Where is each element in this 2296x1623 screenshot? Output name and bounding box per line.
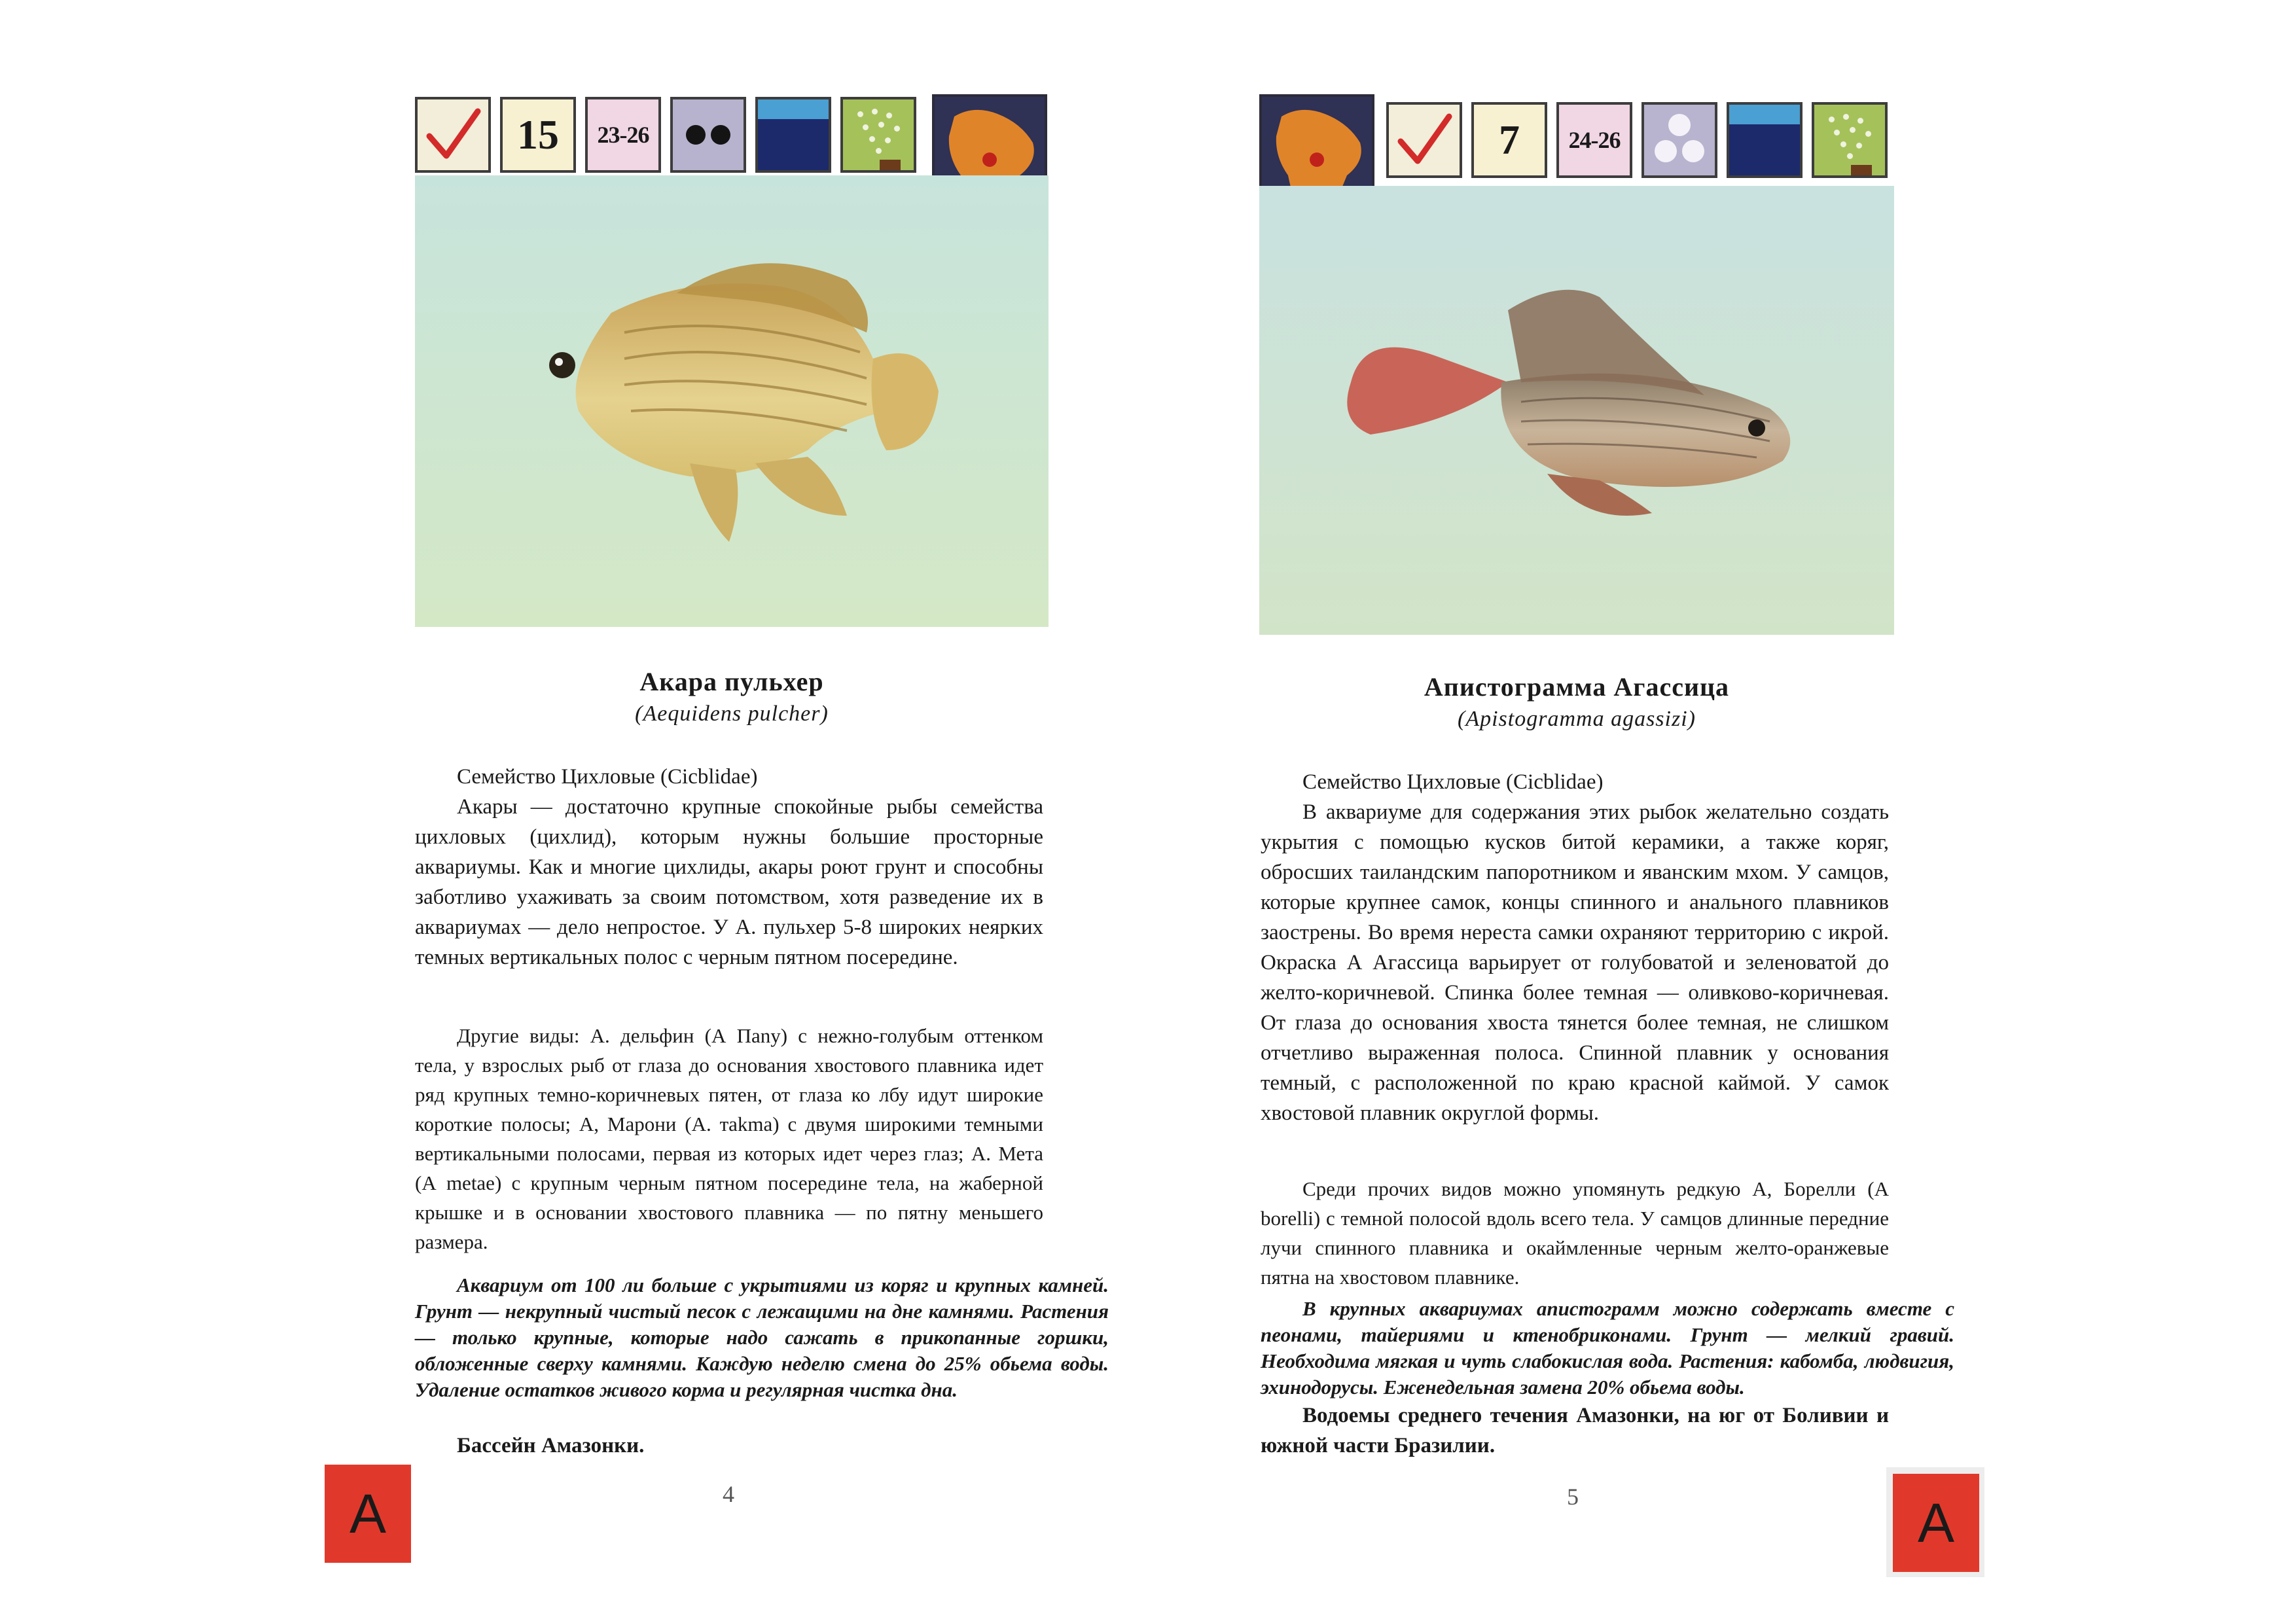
description-paragraph: Акары — достаточно крупные спокойные рыбы семейства цихловых (цихлид), которым нужны большие просторные аквариумы. Как и многие цихлиды, акары роют грунт и способны заботливо ухаживать за своим потомством, хотя разведение их в аквариумах — дело непростое. У А. пульхер 5-8 широких неярких темных вертикальных полос с черным пятном посередине. bbox=[415, 795, 1043, 969]
family-line: Семейство Цихловые (Cicblidae) bbox=[457, 765, 758, 789]
left-icon-strip bbox=[415, 97, 916, 173]
description-paragraph: В аквариуме для содержания этих рыбок желательно создать укрытия с помощью кусков битой керамики, а также коряг, обросших таиландским папоротником и яванским мхом. У самцов, которые крупнее самок, концы спинного и анального плавников заострены. Во время нереста самки охраняют территорию с икрой. Окраска А Агассица варьирует от голубоватой и зеленоватой до желто-коричневой. Спинка более темная — оливково-коричневая. От глаза до основания хвоста тянется более темная, не слишком отчетливо выраженная полоса. Спинной плавник у основания темный, с расположенной по краю красной каймой. У самок хвостовой плавник округлой формы. bbox=[1261, 800, 1889, 1125]
plants-icon bbox=[1812, 102, 1888, 178]
fish-photo bbox=[1259, 186, 1894, 635]
other-species-paragraph: Среди прочих видов можно упомянуть редкую А, Борелли (А borelli) с темной полосой вдоль всего тела. У самцов длинные передние лучи спинного плавника и окаймленные черным желто-оранжевые пятна на хвостовом плавнике. bbox=[1261, 1177, 1889, 1289]
habitat-region bbox=[415, 1431, 1043, 1461]
care-paragraph: В крупных аквариумах апистограмм можно содержать вместе с пеонами, тайериями и ктенобриконами. Грунт — мелкий гравий. Необходима мягкая и чуть слабокислая вода. Растения: кабомба, людвигия, эхинодорусы. Еженедельная замена 20% обьема воды. bbox=[1261, 1297, 1954, 1399]
habitat-region bbox=[1261, 1400, 1889, 1461]
temperature-badge: 23-26 bbox=[585, 97, 661, 173]
other-species bbox=[415, 1021, 1043, 1257]
size-badge: 7 bbox=[1471, 102, 1547, 178]
plants-icon bbox=[840, 97, 916, 173]
right-page bbox=[1148, 0, 2296, 1623]
main-description bbox=[1261, 767, 1889, 1128]
main-description bbox=[415, 762, 1043, 972]
deep-water-icon bbox=[755, 97, 831, 173]
deep-water-icon bbox=[1727, 102, 1803, 178]
temperature-badge: 24-26 bbox=[1556, 102, 1632, 178]
fish-photo bbox=[415, 175, 1049, 627]
other-species-paragraph: Другие виды: А. дельфин (А Пany) с нежно-голубым оттенком тела, у взрослых рыб от глаза до основания хвостового плавника идет ряд крупных темно-коричневых пятен, от глаза ко лбу идут широкие короткие полосы; А, Марони (А. тakma) с двумя широкими темными вертикальными полосами, первая из которых идет через глаз; А. Мета (А metae) с крупным черным пятном посередине тела, на жаберной крышке и в основании хвостового плавника — по пятну меньшего размера. bbox=[415, 1024, 1043, 1253]
care-paragraph: Аквариум от 100 ли больше с укрытиями из коряг и крупных камней. Грунт — некрупный чистый песок с лежащими на дне камнями. Растения — только крупные, которые надо сажать в прикопанные горшки, обложенные сверху камнями. Каждую неделю смена до 25% обьема воды. Удаление остатков живого корма и регулярная чистка дна. bbox=[415, 1274, 1109, 1401]
species-latin-name: (Apistogramma agassizi) bbox=[1458, 707, 1696, 731]
checkmark-icon bbox=[415, 97, 491, 173]
page-number: 4 bbox=[723, 1481, 734, 1507]
region-paragraph: Водоемы среднего течения Амазонки, на юг от Боливии и южной части Бразилии. bbox=[1261, 1404, 1889, 1457]
other-species bbox=[1261, 1174, 1889, 1292]
care-instructions bbox=[415, 1272, 1109, 1403]
species-latin-name: (Aequidens pulcher) bbox=[635, 702, 829, 726]
two-dark-dots-icon bbox=[670, 97, 746, 173]
care-instructions bbox=[1261, 1296, 1954, 1400]
page-number: 5 bbox=[1567, 1484, 1579, 1510]
checkmark-icon bbox=[1386, 102, 1462, 178]
region-paragraph: Бассейн Амазонки. bbox=[457, 1434, 645, 1457]
size-badge: 15 bbox=[500, 97, 576, 173]
species-title: Акара пульхер bbox=[639, 667, 824, 696]
right-icon-strip bbox=[1386, 102, 1888, 178]
letter-index-tab: А bbox=[1893, 1474, 1979, 1572]
species-title: Апистограмма Агассица bbox=[1424, 672, 1730, 702]
letter-index-tab: А bbox=[325, 1465, 411, 1563]
three-light-dots-icon bbox=[1641, 102, 1717, 178]
family-line: Семейство Цихловые (Cicblidae) bbox=[1302, 770, 1604, 794]
